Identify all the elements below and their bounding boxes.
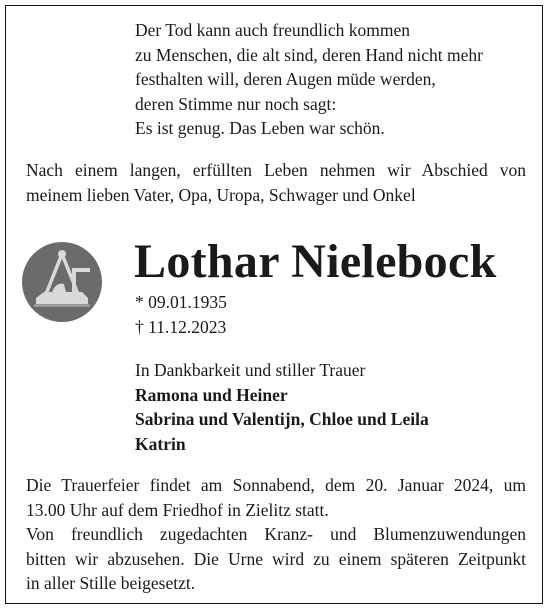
mourner-name: Ramona und Heiner: [135, 384, 288, 405]
mourners-intro: In Dankbarkeit und stiller Trauer: [135, 360, 366, 380]
intro-text: [26, 158, 526, 207]
birth-date: * 09.01.1935: [135, 292, 227, 312]
intro-line: meinem lieben Vater, Opa, Uropa, Schwager und Onkel: [26, 184, 416, 205]
carpenter-tools-emblem-icon: [22, 242, 102, 322]
poem-line: Der Tod kann auch freundlich kommen: [135, 20, 410, 40]
intro-line: Nach einem langen, erfüllten Leben nehmen wir Abschied von: [26, 160, 526, 180]
mourners: [135, 358, 429, 456]
poem-line: Es ist genug. Das Leben war schön.: [135, 118, 385, 138]
closing-line: Die Trauerfeier findet am Sonnabend, dem 20. Januar 2024, um: [26, 475, 526, 495]
poem-line: festhalten will, deren Augen müde werden,: [135, 69, 436, 89]
closing-text: [26, 473, 526, 596]
closing-line: Von freundlich zugedachten Kranz- und Blumenzuwendungen: [26, 524, 526, 544]
mourner-name: Sabrina und Valentijn, Chloe und Leila: [135, 409, 429, 429]
closing-line: bitten wir abzusehen. Die Urne wird zu einem späteren Zeitpunkt: [26, 548, 526, 569]
deceased-name: Lothar Nielebock: [134, 235, 497, 288]
closing-line: in aller Stille beigesetzt.: [26, 573, 196, 593]
mourner-name: Katrin: [135, 433, 186, 454]
closing-line: 13.00 Uhr auf dem Friedhof in Zielitz statt.: [26, 499, 329, 520]
poem-line: deren Stimme nur noch sagt:: [135, 93, 337, 114]
poem: [135, 18, 535, 141]
life-dates: [135, 290, 227, 339]
poem-line: zu Menschen, die alt sind, deren Hand nicht mehr: [135, 44, 483, 65]
death-date: † 11.12.2023: [135, 316, 227, 337]
